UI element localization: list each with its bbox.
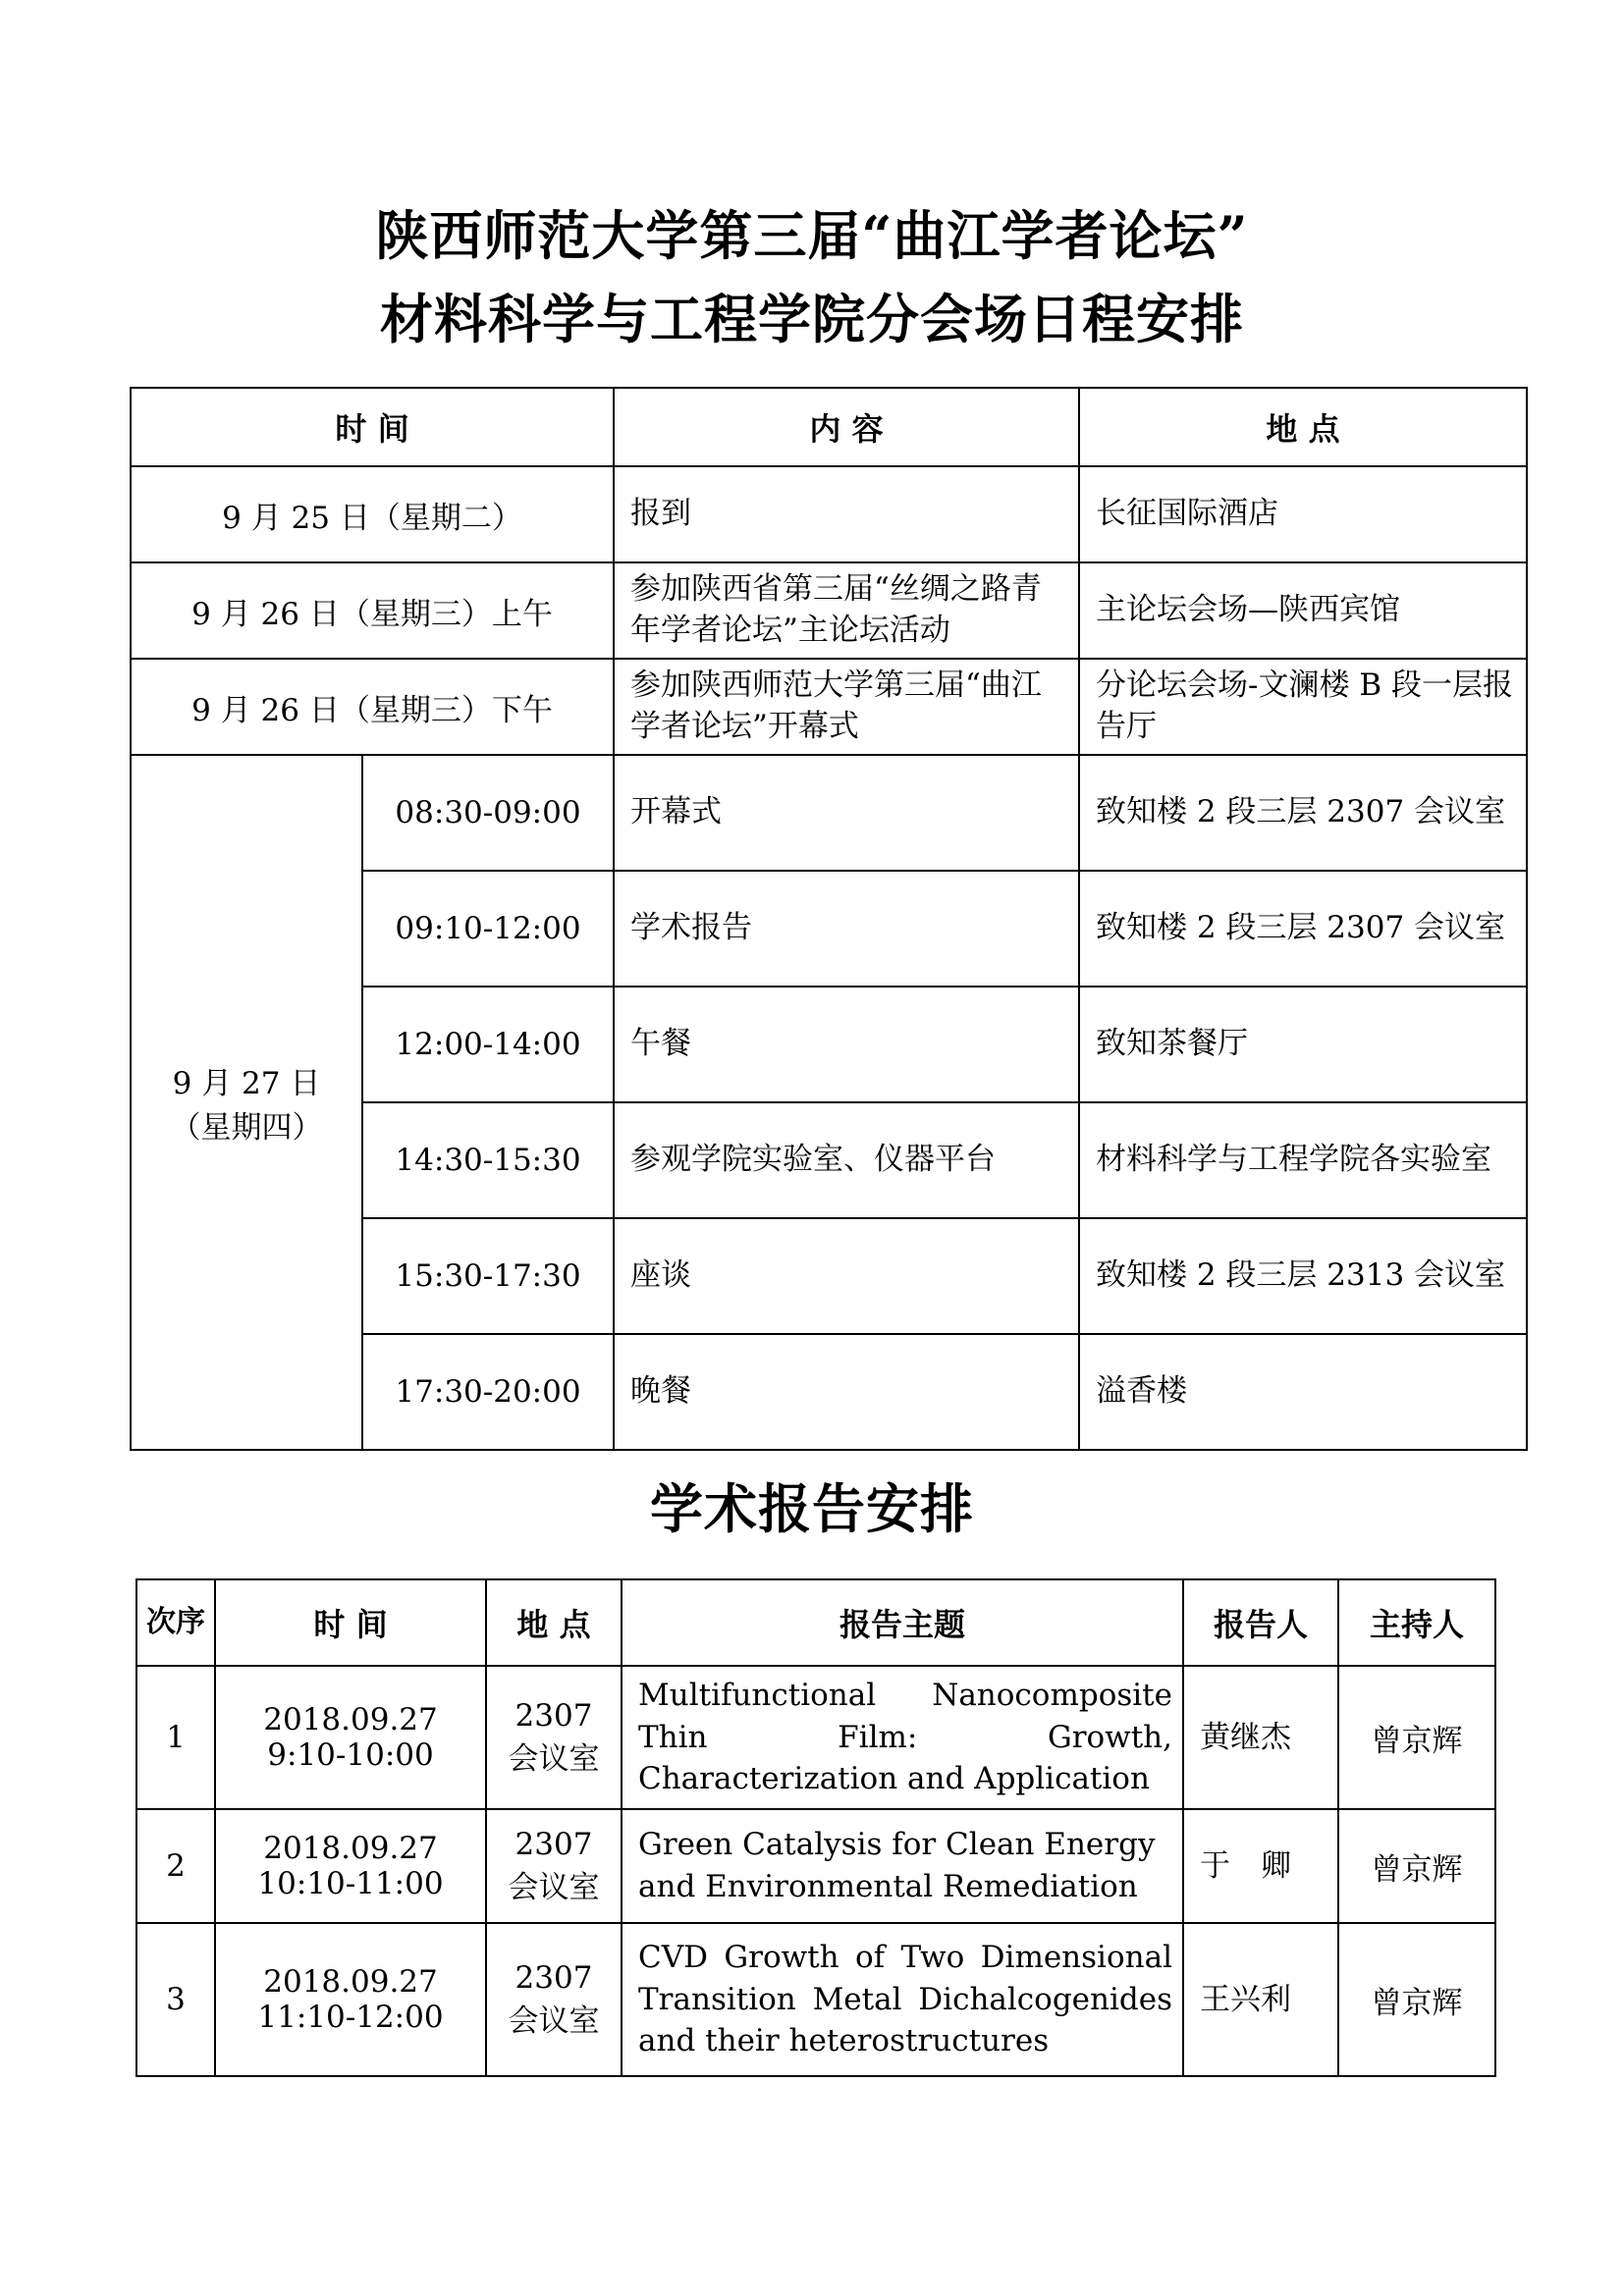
session-content: 晚餐 [614, 1334, 1079, 1450]
schedule-location: 主论坛会场—陕西宾馆 [1079, 562, 1527, 659]
session-content: 午餐 [614, 987, 1079, 1102]
day-weekday: （星期四） [170, 1110, 323, 1146]
talk-time-range: 10:10-11:00 [257, 1866, 444, 1901]
session-time: 17:30-20:00 [362, 1334, 614, 1450]
session-time: 09:10-12:00 [362, 871, 614, 987]
schedule-time: 9 月 26 日（星期三）上午 [131, 562, 614, 659]
header-speaker: 报告人 [1183, 1579, 1338, 1666]
talk-room-label: 会议室 [508, 2002, 600, 2039]
session-content: 座谈 [614, 1218, 1079, 1334]
talk-row [136, 1809, 1495, 1923]
section-title-talks: 学术报告安排 [650, 1477, 974, 1540]
talk-topic: Multifunctional Nanocomposite Thin Film: Growth, Characterization and Application [622, 1666, 1183, 1809]
talk-room [486, 1666, 622, 1809]
session-location: 材料科学与工程学院各实验室 [1079, 1102, 1527, 1218]
talk-topic: Green Catalysis for Clean Energy and Environmental Remediation [622, 1809, 1183, 1923]
talk-host: 曾京辉 [1338, 1809, 1495, 1923]
header-order: 次序 [136, 1579, 215, 1666]
talk-host: 曾京辉 [1338, 1666, 1495, 1809]
session-content: 学术报告 [614, 871, 1079, 987]
talks-header-row [136, 1579, 1495, 1666]
schedule-row [131, 659, 1527, 755]
talk-date: 2018.09.27 [263, 1964, 438, 2000]
page-title-line2: 材料科学与工程学院分会场日程安排 [380, 288, 1244, 350]
talk-row [136, 1666, 1495, 1809]
talk-room-number: 2307 [514, 1959, 593, 1996]
talk-order: 3 [136, 1923, 215, 2076]
talk-room-label: 会议室 [508, 1740, 600, 1777]
talk-room [486, 1809, 622, 1923]
talk-time-range: 11:10-12:00 [257, 2000, 444, 2035]
schedule-row [131, 562, 1527, 659]
schedule-time: 9 月 26 日（星期三）下午 [131, 659, 614, 755]
session-location: 致知楼 2 段三层 2307 会议室 [1079, 755, 1527, 871]
day-date: 9 月 27 日 [172, 1066, 321, 1101]
talks-table [135, 1578, 1496, 2077]
talk-topic: CVD Growth of Two Dimensional Transition Metal Dichalcogenides and their heterostructures [622, 1923, 1183, 2076]
talk-speaker: 黄继杰 [1183, 1666, 1338, 1809]
talk-time [215, 1809, 486, 1923]
header-topic: 报告主题 [622, 1579, 1183, 1666]
header-host: 主持人 [1338, 1579, 1495, 1666]
schedule-time: 9 月 25 日（星期二） [131, 466, 614, 562]
talk-room-label: 会议室 [508, 1869, 600, 1905]
header-location: 地 点 [486, 1579, 622, 1666]
schedule-header-row [131, 388, 1527, 466]
session-location: 致知茶餐厅 [1079, 987, 1527, 1102]
header-time: 时 间 [131, 388, 614, 466]
schedule-location: 长征国际酒店 [1079, 466, 1527, 562]
talk-date: 2018.09.27 [263, 1702, 438, 1737]
schedule-content: 报到 [614, 466, 1079, 562]
session-content: 参观学院实验室、仪器平台 [614, 1102, 1079, 1218]
session-location: 致知楼 2 段三层 2313 会议室 [1079, 1218, 1527, 1334]
talk-order: 2 [136, 1809, 215, 1923]
session-row [131, 755, 1527, 871]
schedule-content: 参加陕西省第三届“丝绸之路青年学者论坛”主论坛活动 [614, 562, 1079, 659]
session-time: 15:30-17:30 [362, 1218, 614, 1334]
schedule-day-cell [131, 755, 362, 1450]
header-location: 地 点 [1079, 388, 1527, 466]
session-location: 溢香楼 [1079, 1334, 1527, 1450]
schedule-table [130, 387, 1528, 1451]
session-time: 12:00-14:00 [362, 987, 614, 1102]
header-time: 时 间 [215, 1579, 486, 1666]
page-title-line1: 陕西师范大学第三届“曲江学者论坛” [375, 204, 1249, 267]
schedule-row [131, 466, 1527, 562]
talk-time [215, 1666, 486, 1809]
talk-order: 1 [136, 1666, 215, 1809]
talk-room-number: 2307 [514, 1697, 593, 1734]
talk-room-number: 2307 [514, 1826, 593, 1862]
talk-speaker: 王兴利 [1183, 1923, 1338, 2076]
session-time: 08:30-09:00 [362, 755, 614, 871]
talk-room [486, 1923, 622, 2076]
schedule-location: 分论坛会场-文澜楼 B 段一层报告厅 [1079, 659, 1527, 755]
talk-row [136, 1923, 1495, 2076]
session-location: 致知楼 2 段三层 2307 会议室 [1079, 871, 1527, 987]
talk-date: 2018.09.27 [263, 1831, 438, 1866]
schedule-content: 参加陕西师范大学第三届“曲江学者论坛”开幕式 [614, 659, 1079, 755]
talk-speaker: 于 卿 [1183, 1809, 1338, 1923]
session-content: 开幕式 [614, 755, 1079, 871]
header-content: 内 容 [614, 388, 1079, 466]
talk-host: 曾京辉 [1338, 1923, 1495, 2076]
talk-time [215, 1923, 486, 2076]
session-time: 14:30-15:30 [362, 1102, 614, 1218]
talk-time-range: 9:10-10:00 [267, 1737, 434, 1773]
